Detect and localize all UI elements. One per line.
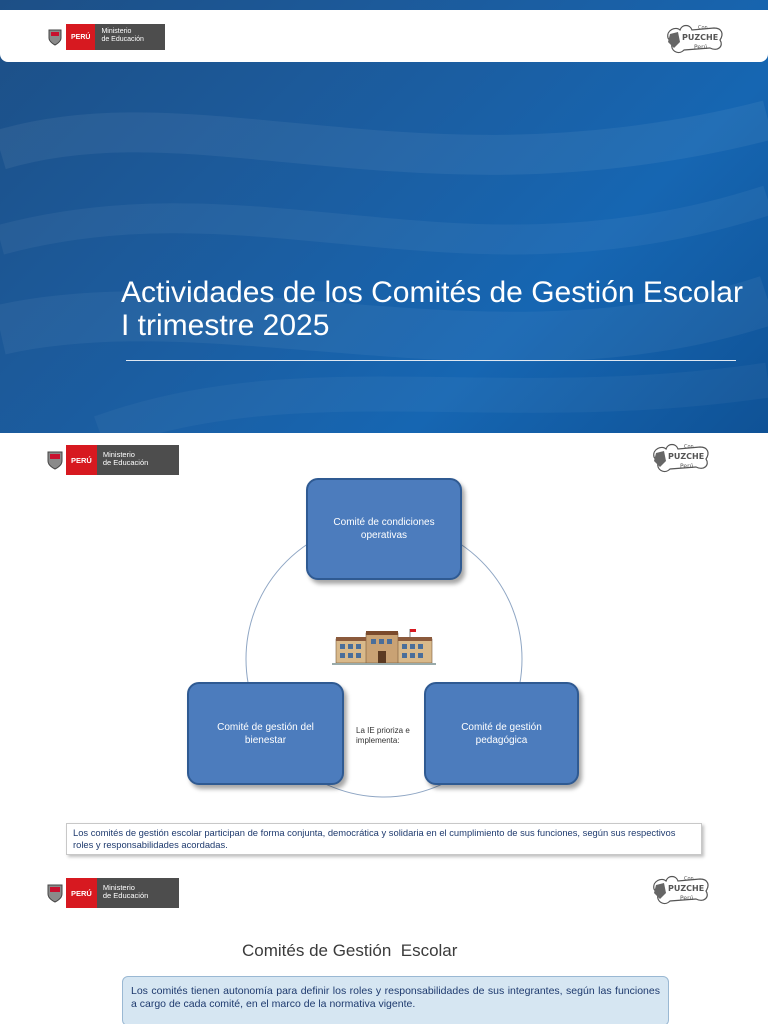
campaign-logo bbox=[650, 871, 712, 907]
title-line1: Actividades de los Comités de Gestión Escolar bbox=[121, 276, 743, 309]
ministry-line1: Ministerio bbox=[102, 883, 135, 892]
peru-label: PERÚ bbox=[66, 24, 95, 50]
campaign-line3: Perú bbox=[680, 463, 694, 470]
ministry-logo bbox=[44, 878, 179, 908]
title-divider bbox=[126, 360, 736, 361]
committees-slide bbox=[0, 433, 768, 861]
ministry-line2: de Educación bbox=[102, 458, 149, 467]
campaign-line2: PUZCHE bbox=[668, 884, 705, 893]
title-line2: I trimestre 2025 bbox=[121, 309, 330, 342]
campaign-line2: PUZCHE bbox=[682, 33, 719, 42]
ministry-line2: de Educación bbox=[102, 891, 149, 900]
committee-box-bienestar: Comité de gestión del bienestar bbox=[187, 682, 344, 785]
ministry-line1: Ministerio bbox=[102, 450, 135, 459]
gestion-slide bbox=[0, 861, 768, 1024]
coat-of-arms-icon bbox=[44, 24, 66, 50]
ministry-label bbox=[97, 878, 179, 908]
wave-background bbox=[0, 0, 768, 433]
ministry-logo bbox=[44, 24, 165, 50]
ministry-line2: de Educación bbox=[101, 36, 144, 43]
peru-label: PERÚ bbox=[66, 878, 97, 908]
center-label: La IE prioriza e implementa: bbox=[356, 726, 410, 745]
committees-note: Los comités de gestión escolar participan de forma conjunta, democrática y solidaria en el cumplimiento de sus funciones, según sus respectivos roles y responsabilidades acordadas. bbox=[66, 823, 702, 855]
campaign-logo bbox=[664, 20, 726, 56]
school-building-icon bbox=[332, 629, 436, 665]
campaign-line3: Perú bbox=[680, 895, 694, 902]
campaign-line3: Perú bbox=[694, 44, 708, 51]
peru-label: PERÚ bbox=[66, 445, 97, 475]
committee-box-operativas: Comité de condiciones operativas bbox=[306, 478, 462, 580]
autonomy-text-box: Los comités tienen autonomía para definir los roles y responsabilidades de sus integrantes, según las funciones a cargo de cada comité, en el marco de la normativa vigente. bbox=[122, 976, 669, 1024]
coat-of-arms-icon bbox=[44, 878, 66, 908]
ministry-line1: Ministerio bbox=[101, 28, 132, 35]
title-slide bbox=[0, 0, 768, 433]
campaign-line2: PUZCHE bbox=[668, 452, 705, 461]
slide-title bbox=[121, 276, 761, 342]
campaign-line1: Con bbox=[684, 444, 694, 450]
campaign-line1: Con bbox=[698, 25, 708, 31]
ministry-label bbox=[95, 24, 165, 50]
committee-box-pedagogica: Comité de gestión pedagógica bbox=[424, 682, 579, 785]
campaign-line1: Con bbox=[684, 876, 694, 882]
slide-title: Comités de Gestión Escolar bbox=[242, 941, 458, 960]
